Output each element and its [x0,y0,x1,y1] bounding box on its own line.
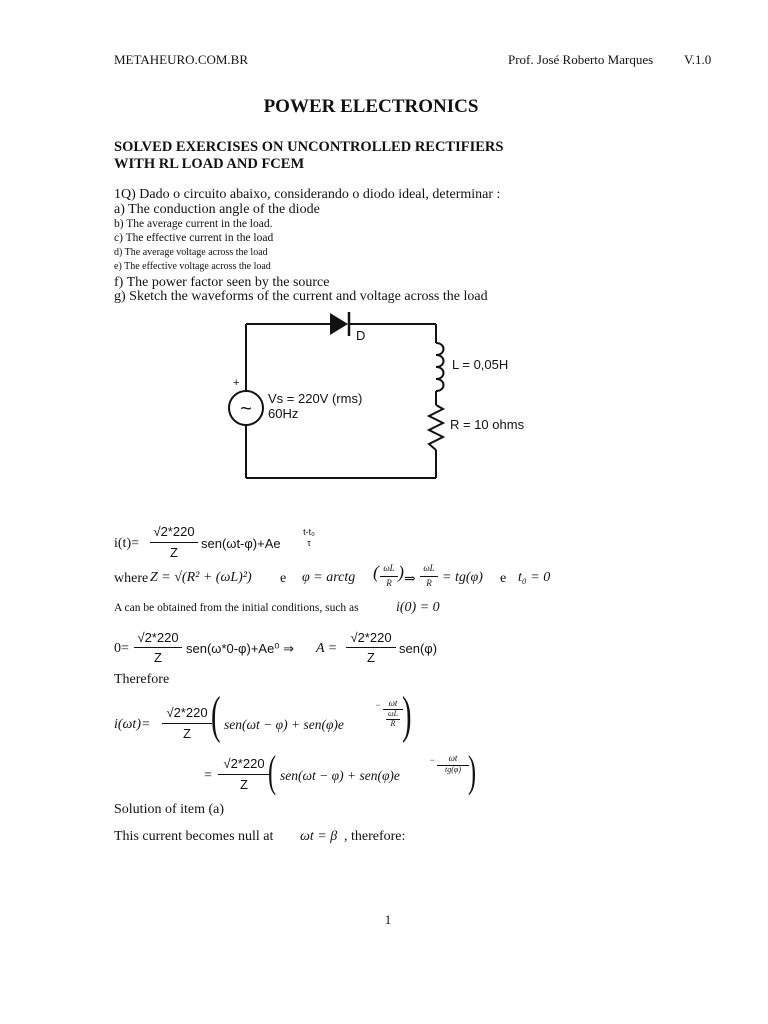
author-name: Prof. José Roberto Marques [508,52,654,67]
eq2-paren-open: ( [373,562,379,582]
eq3-frac-bar [134,647,182,648]
eq1-lhs: i(t)= [114,536,139,551]
eq5-exp-num: ωt [448,753,458,763]
eq2-tg-part: = tg(φ) [442,570,483,585]
null-text: This current becomes null at [114,829,274,844]
page-number: 1 [384,912,392,927]
eq3-num2: √2*220 [350,630,392,645]
diode-label: D [356,328,366,343]
eq1-exp-num: t-t₀ [303,527,315,537]
eq4-den: Z [183,726,191,741]
eq5-num: √2*220 [223,756,265,771]
eq5-exp-sign: − [429,755,436,765]
eq4-frac-bar [162,723,212,724]
resistor-label: R = 10 ohms [450,417,525,432]
eq4-exp-num: ωt [388,698,398,708]
version-label: V.1.0 [684,52,712,67]
eq3-den: Z [154,650,162,665]
eq4-lhs: i(ωt)= [114,717,151,732]
eq3-a-eq: A = [316,641,338,656]
eq5-exp-den: tg(φ) [445,765,461,774]
resistor-symbol [429,405,443,450]
eq3-frac2-bar [346,647,396,648]
solution-heading: Solution of item (a) [114,802,225,817]
question-item-e: e) The effective voltage across the load [114,261,271,272]
eq2-e2: e [500,571,507,586]
eq2-frac2-num: ωL [423,563,435,573]
eq2-phi-def: φ = arctg [302,570,356,585]
eq3-lhs: 0= [114,641,129,656]
eq2-paren-close: ) [398,562,404,582]
question-item-g: g) Sketch the waveforms of the current and voltage across the load [114,289,488,304]
null-tail: , therefore: [344,829,406,844]
eq2-implies: ⇒ [404,572,416,587]
source-plus-sign: + [233,377,240,389]
eq4-exp-den-den: R [390,719,396,728]
eq4-exp-den-num: ωL [387,709,399,718]
eq5-equals: = [204,768,212,783]
eq4-paren-open: ( [211,687,221,744]
eq4-num: √2*220 [166,705,208,720]
eq2-frac2-bar [420,576,438,577]
eq5-body: sen(ωt − φ) + sen(φ)e [280,768,400,783]
eq2-e1: e [280,571,287,586]
eq2-where: where [114,571,149,586]
eq1-fraction-bar [150,542,198,543]
inductor-symbol [436,343,444,391]
eq5-paren-close: ) [468,747,477,796]
question-intro: 1Q) Dado o circuito abaixo, considerando o diodo ideal, determinar : [114,187,501,202]
eq4-exp-sign: − [375,700,382,710]
eq3-num: √2*220 [137,630,179,645]
ac-source-glyph: ~ [240,398,252,420]
therefore-text: Therefore [114,672,170,687]
question-item-d: d) The average voltage across the load [114,247,268,258]
initial-condition-eq: i(0) = 0 [396,600,440,615]
eq5-den: Z [240,777,248,792]
null-equation: ωt = β [300,829,338,844]
eq1-coef-den: Z [170,545,178,560]
source-label-voltage: Vs = 220V (rms) [268,391,363,406]
subtitle-line-1: SOLVED EXERCISES ON UNCONTROLLED RECTIFIERS [114,139,504,155]
eq2-z-def: Z = √(R² + (ωL)²) [150,570,252,585]
question-item-b: b) The average current in the load. [114,218,273,230]
question-item-f: f) The power factor seen by the source [114,275,330,290]
circuit-diagram [220,305,550,490]
site-name: METAHEURO.COM.BR [114,52,249,67]
eq2-frac2-den: R [426,578,432,588]
eq3-mid: sen(ω*0-φ)+Ae⁰ ⇒ [186,641,295,656]
eq4-paren-close: ) [402,687,412,744]
source-label-frequency: 60Hz [268,406,299,421]
eq4-body: sen(ωt − φ) + sen(φ)e [224,717,344,732]
diode-symbol [330,312,349,336]
eq5-paren-open: ( [268,747,277,796]
inductor-label: L = 0,05H [452,357,509,372]
eq3-rhs: sen(φ) [399,641,438,656]
question-item-a: a) The conduction angle of the diode [114,202,320,217]
document-title: POWER ELECTRONICS [263,96,479,117]
eq2-frac-bar [380,576,398,577]
eq2-t0: t₀ = 0 [518,570,551,585]
eq1-sine-part: sen(ωt-φ)+Ae [201,536,281,551]
eq2-frac-num: ωL [383,563,395,573]
eq3-den2: Z [367,650,375,665]
eq5-frac-bar [218,774,270,775]
eq2-frac-den: R [386,578,392,588]
question-item-c: c) The effective current in the load [114,232,274,244]
eq1-coef-num: √2*220 [153,524,195,539]
subtitle-line-2: WITH RL LOAD AND FCEM [114,156,305,172]
initial-condition-text: A can be obtained from the initial conditions, such as [114,602,359,614]
eq1-exp-den: τ [307,538,311,548]
